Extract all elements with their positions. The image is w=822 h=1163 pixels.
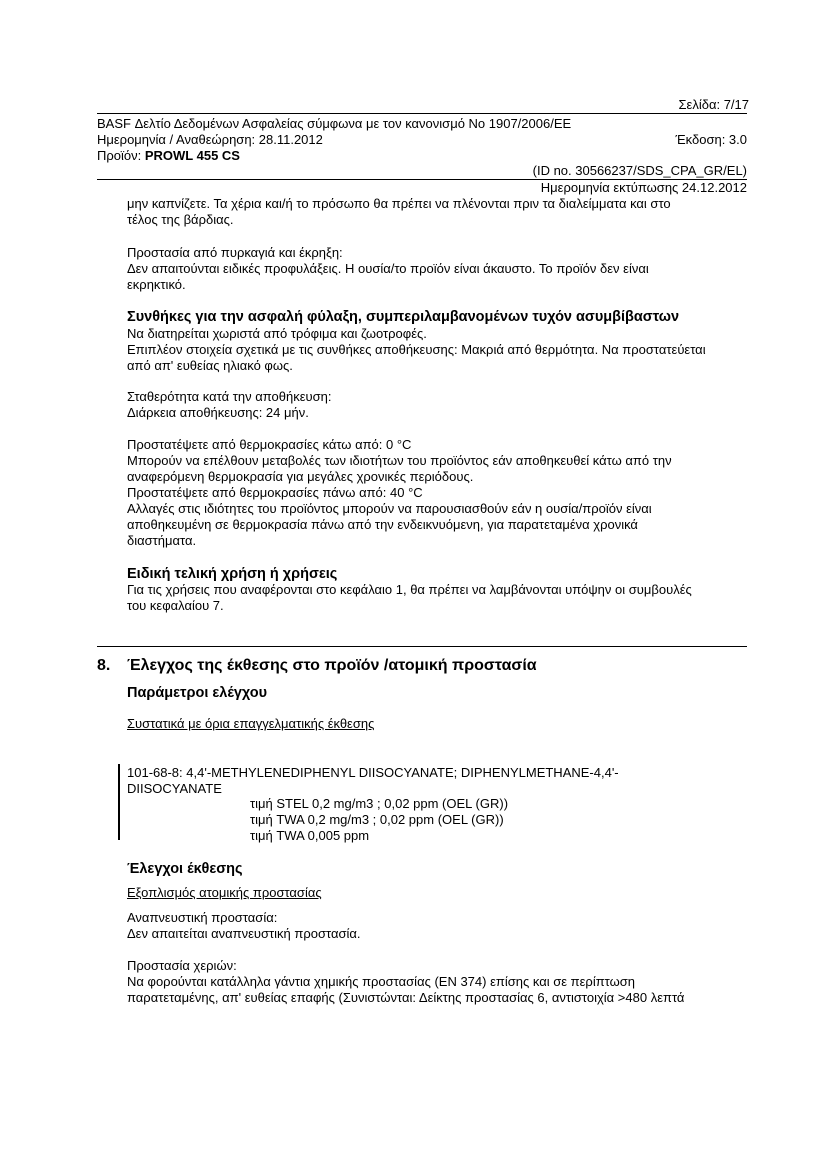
text-line: αναφερόμενη θερμοκρασία για μεγάλες χρονικές περιόδους. [127, 469, 474, 484]
section-number: 8. [97, 657, 111, 674]
document-id: (ID no. 30566237/SDS_CPA_GR/EL) [532, 163, 747, 178]
hygiene-paragraph [127, 196, 752, 228]
hand-protection-title: Προστασία χεριών: [127, 958, 237, 973]
text-line: Να διατηρείται χωριστά από τρόφιμα και ζωοτροφές. [127, 326, 427, 341]
respiratory-protection-paragraph [127, 910, 752, 942]
fire-protection-title: Προστασία από πυρκαγιά και έκρηξη: [127, 245, 343, 260]
text-line: Προστατέψετε από θερμοκρασίες κάτω από: 0 °C [127, 437, 412, 452]
product-line [97, 148, 240, 164]
storage-duration: Διάρκεια αποθήκευσης: 24 μήν. [127, 405, 309, 420]
end-use-paragraph [127, 582, 752, 614]
limit-value: τιμή STEL 0,2 mg/m3 ; 0,02 ppm (OEL (GR)) [250, 796, 509, 811]
substance-name [127, 765, 752, 797]
storage-stability-paragraph [127, 389, 752, 421]
change-bar [118, 764, 120, 840]
storage-paragraph [127, 326, 752, 374]
control-parameters-heading: Παράμετροι ελέγχου [127, 685, 268, 701]
text-line: διαστήματα. [127, 533, 197, 548]
section-divider [97, 646, 747, 647]
text-line: Να φορούνται κατάλληλα γάντια χημικής προστασίας (EN 374) επίσης και σε περίπτωση [127, 974, 636, 989]
temperature-paragraph [127, 437, 752, 549]
exposure-limits-subheading: Συστατικά με όρια επαγγελματικής έκθεσης [127, 716, 375, 731]
hand-protection-paragraph [127, 958, 752, 1006]
text-line: Για τις χρήσεις που αναφέρονται στο κεφάλαιο 1, θα πρέπει να λαμβάνονται υπόψην οι συμβουλές [127, 582, 692, 597]
text-line: μην καπνίζετε. Τα χέρια και/ή το πρόσωπο θα πρέπει να πλένονται πριν τα διαλείμματα και στο [127, 196, 671, 211]
text-line: τέλος της βάρδιας. [127, 212, 234, 227]
text-line: Επιπλέον στοιχεία σχετικά με τις συνθήκες αποθήκευσης: Μακριά από θερμότητα. Να προστατεύεται [127, 342, 706, 357]
product-name: PROWL 455 CS [144, 148, 240, 163]
section-title: Έλεγχος της έκθεσης στο προϊόν /ατομική προστασία [127, 657, 537, 674]
version-label: Έκδοση: 3.0 [675, 132, 747, 147]
text-line: εκρηκτικό. [127, 277, 186, 292]
print-date: Ημερομηνία εκτύπωσης 24.12.2012 [540, 180, 747, 195]
document-title: BASF Δελτίο Δεδομένων Ασφαλείας σύμφωνα με τον κανονισμό Νο 1907/2006/ΕΕ [97, 116, 572, 131]
text-line: Αλλαγές στις ιδιότητες του προϊόντος μπορούν να παρουσιασθούν εάν η ουσία/προϊόν είναι [127, 501, 652, 516]
limit-value: τιμή TWA 0,005 ppm [250, 828, 370, 843]
revision-date: Ημερομηνία / Αναθεώρηση: 28.11.2012 [97, 132, 323, 147]
text-line: 101-68-8: 4,4'-METHYLENEDIPHENYL DIISOCYANATE; DIPHENYLMETHANE-4,4'- [127, 765, 619, 780]
end-use-heading: Ειδική τελική χρήση ή χρήσεις [127, 566, 338, 582]
text-line: από απ' ευθείας ηλιακό φως. [127, 358, 293, 373]
header-top-rule [97, 113, 747, 114]
exposure-controls-heading: Έλεγχοι έκθεσης [127, 861, 243, 877]
text-line: Μπορούν να επέλθουν μεταβολές των ιδιοτήτων του προϊόντος εάν αποθηκευθεί κάτω από την [127, 453, 672, 468]
page-number: Σελίδα: 7/17 [678, 97, 749, 112]
storage-conditions-heading: Συνθήκες για την ασφαλή φύλαξη, συμπεριλαμβανομένων τυχόν ασυμβίβαστων [127, 309, 680, 325]
product-prefix: Προϊόν: [97, 148, 145, 163]
fire-protection-paragraph [127, 245, 752, 293]
text-line: Προστατέψετε από θερμοκρασίες πάνω από: 40 °C [127, 485, 423, 500]
exposure-limits-list [250, 796, 730, 844]
text-line: του κεφαλαίου 7. [127, 598, 224, 613]
limit-value: τιμή TWA 0,2 mg/m3 ; 0,02 ppm (OEL (GR)) [250, 812, 504, 827]
text-line: αποθηκευμένη σε θερμοκρασία πάνω από την ενδεικνυόμενη, για παρατεταμένα χρονικά [127, 517, 638, 532]
text-line: DIISOCYANATE [127, 781, 222, 796]
respiratory-protection-value: Δεν απαιτείται αναπνευστική προστασία. [127, 926, 361, 941]
respiratory-protection-title: Αναπνευστική προστασία: [127, 910, 278, 925]
text-line: Δεν απαιτούνται ειδικές προφυλάξεις. Η ουσία/το προϊόν είναι άκαυστο. Το προϊόν δεν είναι [127, 261, 649, 276]
ppe-subheading: Εξοπλισμός ατομικής προστασίας [127, 885, 322, 900]
storage-stability-title: Σταθερότητα κατά την αποθήκευση: [127, 389, 332, 404]
text-line: παρατεταμένης, απ' ευθείας επαφής (Συνιστώνται: Δείκτης προστασίας 6, αντιστοιχία >480 λεπτά [127, 990, 685, 1005]
